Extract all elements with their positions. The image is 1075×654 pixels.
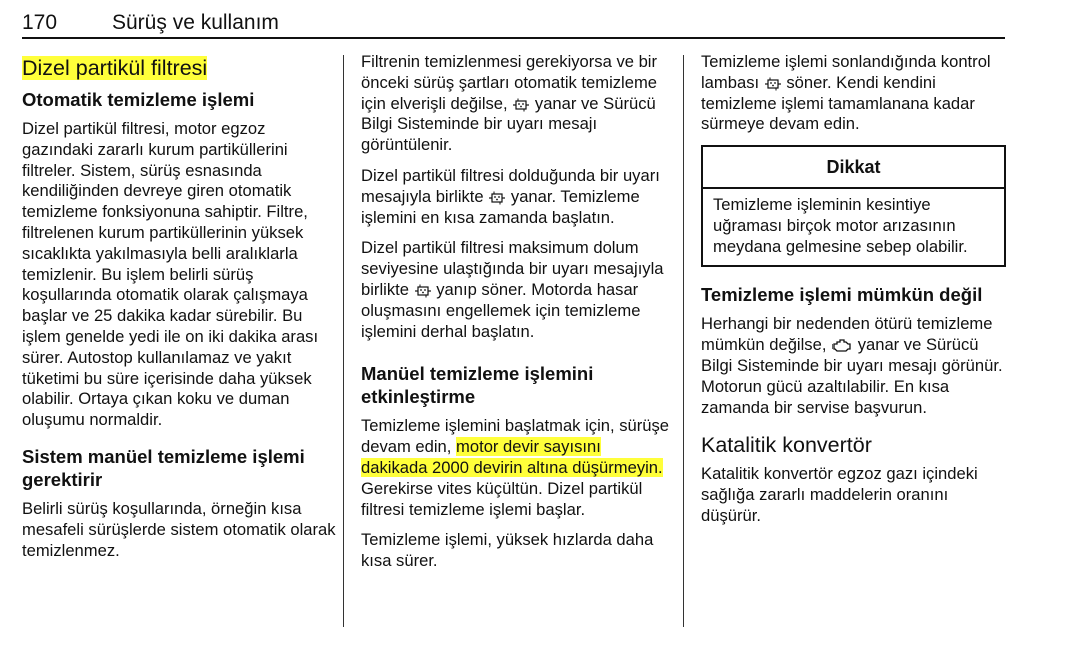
chapter-title (22, 54, 340, 82)
text-segment: Temizleme işlemini başlatmak için, sürüşe devam edin, (361, 416, 670, 457)
heading-auto-cleaning: Otomatik temizleme işlemi (22, 89, 255, 110)
paragraph-cleaning-needed (361, 52, 671, 156)
text-segment: Temizleme işlemi sonlandığında kontrol lambası (701, 52, 991, 92)
column-divider (343, 55, 344, 627)
text-segment: yanar. Temizleme işlemini en kısa zamanda başlatın. (361, 186, 640, 227)
text-segment: söner. Kendi kendini temizleme işlemi tamamlanana kadar sürmeye devam edin. (701, 72, 975, 134)
page-header (22, 8, 1005, 38)
warning-text: Temizleme işleminin kesintiye uğraması birçok motor arızasının meydana gelmesine sebep olabilir. (713, 194, 968, 256)
page-number: 170 (22, 11, 58, 34)
paragraph-manual-required: Belirli sürüş koşullarında, örneğin kısa mesafeli sürüşlerde sistem otomatik olarak temizlenmez. (22, 498, 336, 560)
header-rule (22, 37, 1005, 39)
column-1 (22, 52, 340, 571)
warning-box (701, 145, 1006, 267)
engine-check-icon (832, 339, 852, 353)
column-3 (701, 52, 1006, 537)
paragraph-auto-cleaning: Dizel partikül filtresi, motor egzoz gazındaki zararlı kurum partiküllerini filtreler. Sistem, sürüş esnasında kendiliğinden devreye giren otomatik temizleme fonksiyonuna sahiptir. Filtre, filtrelenen kurum partiküllerinin yüksek sıcaklıkta yakılmasıyla belli aralıklarla temizlenir. Bu işlem belirli sürüş koşullarında otomatik olarak çalışmaya başlar ve 25 dakika kadar sürebilir. Bu işlem genelde yedi ile on iki dakika arası sürer. Autostop kullanılamaz ve yakıt tüketimi bu süre içerisinde daha yüksek olabilir. Ortaya çıkan koku ve duman oluşumu normaldir. (22, 119, 319, 430)
column-divider (683, 55, 684, 627)
text-segment: yanar ve Sürücü Bilgi Sisteminde bir uyarı mesajı görünür. Motorun gücü azaltılabilir. En kısa zamanda bir servise başvurun. (701, 335, 1003, 417)
paragraph-cleaning-not-possible (701, 314, 1006, 418)
column-2 (361, 52, 671, 582)
text-segment: Herhangi bir nedenden ötürü temizleme mümkün değilse, (701, 314, 993, 355)
text-segment: Gerekirse vites küçültün. Dizel partikül filtresi temizleme işlemi başlar. (361, 478, 643, 519)
highlighted-title: Dizel partikül filtresi (22, 56, 208, 80)
text-segment: yanıp söner. Motorda hasar oluşmasını engellemek için temizleme işlemini derhal başlatın. (361, 279, 641, 341)
highlighted-instruction: motor devir sayısını dakikada 2000 devirin altına düşürmeyin. (361, 437, 663, 477)
heading-cleaning-not-possible: Temizleme işlemi mümkün değil (701, 284, 983, 306)
diesel-particulate-filter-icon (765, 77, 781, 91)
text-segment: Dizel partikül filtresi dolduğunda bir uyarı mesajıyla birlikte (361, 165, 660, 206)
text-segment: Dizel partikül filtresi maksimum dolum seviyesine ulaştığında bir uyarı mesajıyla birlikte (361, 238, 664, 299)
text-segment: Filtrenin temizlenmesi gerekiyorsa ve bir önceki sürüş şartları otomatik temizleme için elverişli değilse, (361, 52, 658, 113)
warning-title: Dikkat (703, 147, 1004, 189)
heading-manual-required: Sistem manüel temizleme işlemi gerektirir (22, 445, 305, 490)
paragraph-cleaning-complete (701, 52, 1006, 135)
heading-catalytic-converter: Katalitik konvertör (701, 433, 872, 458)
section-title: Sürüş ve kullanım (112, 11, 279, 34)
paragraph-catalytic-converter: Katalitik konvertör egzoz gazı içindeki sağlığa zararlı maddelerin oranını düşürür. (701, 464, 978, 525)
diesel-particulate-filter-icon (415, 284, 431, 298)
diesel-particulate-filter-icon (513, 98, 529, 112)
paragraph-filter-max (361, 238, 671, 342)
diesel-particulate-filter-icon (489, 191, 505, 205)
paragraph-high-speed: Temizleme işlemi, yüksek hızlarda daha kısa sürer. (361, 530, 654, 571)
text-segment: yanar ve Sürücü Bilgi Sisteminde bir uyarı mesajı görüntülenir. (361, 93, 656, 155)
heading-manual-cleaning: Manüel temizleme işlemini etkinleştirme (361, 363, 594, 408)
paragraph-filter-full (361, 166, 671, 228)
paragraph-manual-cleaning (361, 416, 671, 520)
